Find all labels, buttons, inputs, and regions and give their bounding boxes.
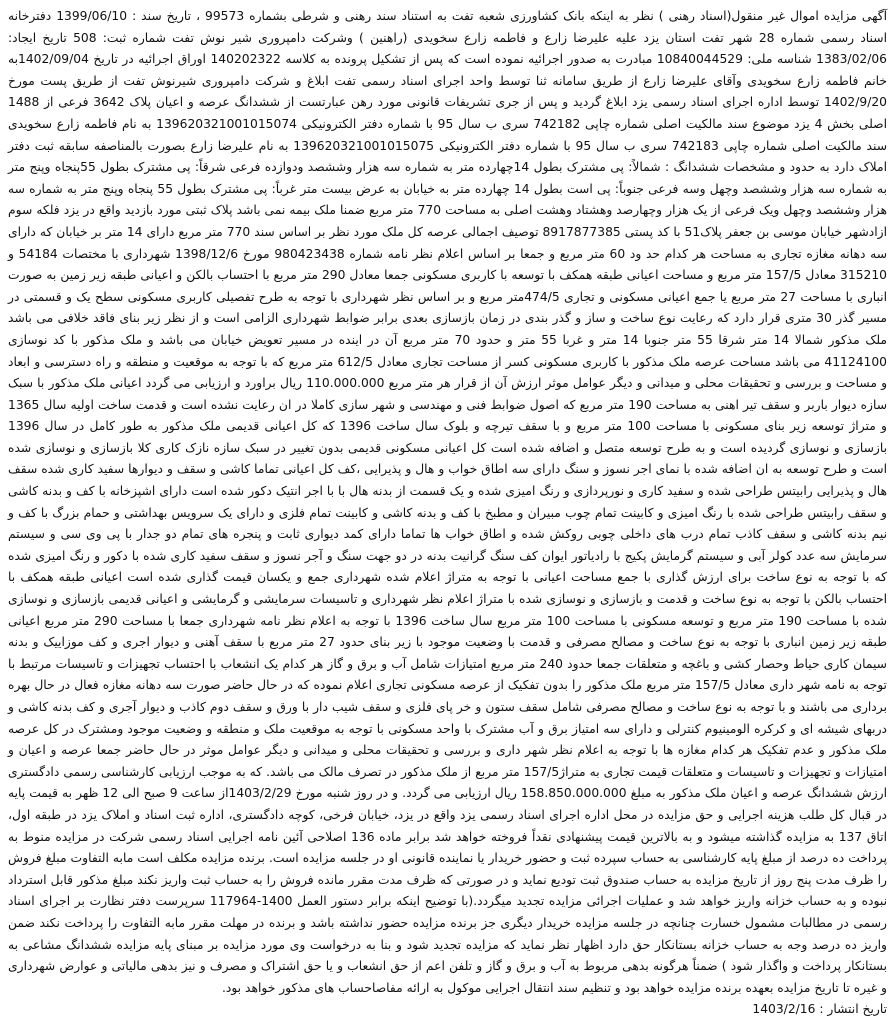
publish-label: تاریخ انتشار xyxy=(827,1002,887,1017)
publish-date: 1403/2/16 xyxy=(752,1002,816,1017)
publish-line: تاریخ انتشار : 1403/2/16 xyxy=(752,1002,887,1017)
notice-body-text: آگهی مزایده اموال غیر منقول(اسناد رهنی ) نظر به اینکه بانک کشاورزی شعبه تفت به استناد سند رهنی و شرطی بشماره 99573 ، تاریخ سند : 1399/06/10 دفترخانه اسناد رسمی شماره 28 شهر تفت استان یزد علیه علیرضا زارع و فاطمه زارع سخویدی (راهنین ) وشرکت دامپروری شیر نوش تفت شماره ثبت: 508 تاریخ ایجاد: 1383/02/06 شناسه ملی: 10840044529 مبادرت به صدور اجرائیه نموده است که پس از تشکیل پرونده به کلاسه 140202322 اوراق اجرائیه در تاریخ 1402/09/04به خانم فاطمه زارع سخویدی وآقای علیرضا زارع از طریق سامانه ثنا توسط واحد اجرای اسناد رسمی تفت ابلاغ و شرکت دامپروری شیرنوش تفت از طریق پست مورخ 1402/9/20 توسط اداره اجرای اسناد رسمی یزد ابلاغ گردید و پس از جری تشریفات قانونی مورد رهن عبارتست از ششدانگ عرصه و اعیان پلاک 3642 فرعی از 1488 اصلی بخش 4 یزد موضوع سند مالکیت اصلی شماره چاپی 742182 سری ب سال 95 با شماره دفتر الکترونیکی 139620321001015074 به نام فاطمه زارع سخویدی سند مالکیت اصلی شماره چاپی 742183 سری ب سال 95 با شماره دفتر الکترونیکی 139620321001015075 به نام علیرضا زارع بصورت بالمناصفه سابقه ثبت دفتر املاک دارد به حدود و مشخصات ششدانگ : شمالاً: پی مشترک بطول 14چهارده متر به شماره سه هزار وششصد ودوازده فرعی شرقاً: پی مشترک بطول 55پنجاه وپنج متر به شماره سه هزار وششصد وچهل وسه فرعی جنوباً: پی است بطول 14 چهارده متر به خیابان به عرض بیست متر غرباً: پی مشترک بطول 55 پنجاه وپنج متر به شماره سه هزار وششصد وچهل ویک فرعی از یک هزار وچهارصد وهشتاد وهشت اصلی به مساحت 770 متر مربع ضمنا ملک بیمه نمی باشد پلاک ثبتی مورد بازدید واقع در یزد فلکه سوم ازادشهر خیابان موسی بن جعفر پلاک51 با کد پستی 8917877385 توصیف اجمالی عرصه کل ملک مورد نظر بر اساس سند 770 متر مربع دارای 14 متر بر خیابان که دارای سه دهانه مغازه تجاری به مساحت هر کدام حد ود 60 متر مربع و جمعا بر اساس اعلام نظر نامه شماره 980423438 مورخ 1398/12/6 شهرداری با مختصات 54184 و 315210 معادل 157/5 متر مربع و مساحت اعیانی طبقه همکف با توسعه با کاربری مسکونی جمعا معادل 290 متر مربع با احتساب بالکن و اعیانی طبقه زیر زمین به صورت انباری با مساحت 27 متر مربع یا جمع اعیانی مسکونی و تجاری 474/5متر مربع و بر اساس نظر شهرداری با توجه به طرح تفصیلی کاربری مسکونی سطح یک و قسمتی در مسیر گذر 30 متری قرار دارد که رعایت نوع ساخت و ساز و گذر بندی در زمان بازسازی بعدی برابر ضوابط شهرداری الزامی است و از نظر زیر بنای فاقد خلافی می باشد ملک مذکور شمالا 14 متر شرقا 55 متر جنوبا 14 متر و غربا 55 متر و حدود 70 متر مربع آن در اینده در مسیر تعویض خیابان می باشد و ملک مذکور با کد نوسازی 41124100 می باشد مساحت عرصه ملک مذکور با کاربری مسکونی کسر از مساحت تجاری معادل 612/5 متر مربع که با توجه به موقعیت و منطقه و راه دسترسی و ابعاد و مساحت و بررسی و تحقیقات محلی و میدانی و دیگر عوامل موثر ارزش آن از قرار هر متر مربع 110.000.000 ریال براورد و ارزیابی می گردد اعیانی ملک مذکور با سبک سازه دیوار باربر و سقف تیر اهنی به مساحت 190 متر مربع که اصول ضوابط فنی و مهندسی و شهر سازی کاملا در ان رعایت نشده است و قدمت ساخت اولیه سال 1365 و متراژ توسعه زیر بنای مسکونی با مساحت 100 متر مربع و با سقف تیرچه و بلوک سال ساخت 1396 که کل اعیانی قدیمی ملک مذکور به طور کامل در سال 1396 بازسازی و نوسازی گردیده است و به طرح توسعه متصل و اضافه شده است کل اعیانی مسکونی قدیمی بدون تغییر در سبک سازه نازک کاری کلا بازسازی و نوسازی شده است و طرح توسعه به ان اضافه شده با نمای اجر نسوز و سنگ دارای سه اطاق خواب و هال و پذیرایی ،کف کل اعیانی تماما کاشی و سقف و دیوارها سفید کاری شده سقف هال و پذیرایی رابیتس طراحی شده و سفید کاری و نورپردازی و رنگ امیزی شده و یک قسمت از بدنه هال با با اجر انتیک دکور شده است دارای اشپزخانه با کف و بدنه کاشی و سقف رابیتس طراحی شده با رنگ امیزی و کابینت تمام چوب مبیران و مطبخ با کف و بدنه کاشی و کابینت تمام فلزی و دارای یک سرویس بهداشتی و حمام بزرگ با کف و نیم بدنه کاشی و سقف کاذب تمام درب های داخلی چوبی روکش شده و اطاق خواب ها تماما دارای کمد دیواری ثابت و پنجره های تمام دو جدار با پی وی سی و سیستم سرمایش سه عدد کولر آبی و سیستم گرمایش پکیج با رادیاتور ایوان کف سنگ گرانیت بدنه در دو جهت سنگ و آجر نسوز و سقف سفید کاری شده با دکور و رنگ امیزی شده که با توجه به نوع ساخت برای ارزش گذاری با جمع مساحت اعیانی با توجه به متراژ اعلام شده شهرداری جمع و یکسان قیمت گذاری شده است اعیانی طبقه همکف با احتساب بالکن با توجه به نوع ساخت و قدمت و بازسازی و نوسازی شده با متراژ اعلام نظر شهرداری و تاسیسات سرمایشی و گرمایشی و اعیانی قدیمی بازسازی و نوسازی شده با مساحت 190 متر مربع و توسعه مسکونی با مساحت 100 متر مربع سال ساخت 1396 با توجه به اعلام نظر نامه شهرداری جمعا با مساحت 290 متر مربع اعیانی طبقه زیر زمین انباری با توجه به نوع ساخت و مصالح مصرفی و قدمت با وضعیت موجود با زیر بنای حدود 27 متر مربع با سقف آهنی و دیوار اجری و کف موزاییک و بدنه سیمان کاری حیاط وحصار کشی و باغچه و متعلقات جمعا حدود 240 متر مربع امتیازات شامل آب و برق و گاز هر کدام یک انشعاب با احتساب تجهیزات و تاسیسات مرتبط با توجه به نامه شهر داری معادل 157/5 متر مربع ملک مذکور را بدون تفکیک از عرصه مسکونی تجاری اعلام نموده که در حال حاضر صورت سه دهانه مغازه فعال در حال بهره برداری می باشند و با توجه به نوع ساخت و مصالح مصرفی شامل سقف ستون و خر پای فلزی و سقف شیب دار با ورق و سقف دوم کاذب و دیوار آجری و کف بدنه کاشی و دربهای شیشه ای و کرکره الومینیوم کنترلی و دارای سه امتیاز برق و آب مشترک با واحد مسکونی با توجه به موقعیت ملک و منطقه و وضعیت موجود ومشترک در کل عرصه ملک مذکور و عدم تفکیک هر کدام مغازه ها با توجه به اعلام نظر شهر داری و بررسی و تحقیقات محلی و میدانی و دیگر عوامل موثر در حال حاضر جمعا عرصه و اعیان و امتیازات و تجهیزات و تاسیسات و متعلقات قیمت تجاری به متراژ157/5 متر مربع از ملک مذکور در تصرف مالک می باشد. که به موجب ارزیابی کارشناسی رسمی دادگستری ارزش ششدانگ عرصه و اعیان ملک مذکور به مبلغ 158.850.000.000 ریال ارزیابی می گردد. و در روز شنبه مورخ 1403/2/29از ساعت 9 صبح الی 12 ظهر به قیمت پایه در قبال کل طلب هزینه اجرایی و حق مزایده در محل اداره اجرای اسناد رسمی یزد واقع در یزد، خیابان فرخی، کوچه دادگستری، اداره ثبت اسناد و املاک یزد در طبقه اول، اتاق 137 به مزایده گذاشته میشود و به بالاترین قیمت پیشنهادی نقداً فروخته خواهد شد برابر ماده 136 اصلاحی آئین نامه اجرایی اسناد رسمی شرکت در مزایده منوط به پرداخت ده درصد از مبلغ پایه کارشناسی به حساب سپرده ثبت و حضور خریدار یا نماینده قانونی او در جلسه مزایده است. برنده مزایده مکلف است مابه التفاوت مبلغ فروش را ظرف مدت پنج روز از تاریخ مزایده به حساب صندوق ثبت تودیع نماید و در صورتی که ظرف مدت مقرر مانده فروش را به حساب ثبت واریز نکند مبلغ مذکور قابل استرداد نبوده و به حساب خزانه واریز خواهد شد و عملیات اجرائی مزایده تجدید میگردد.(با توضیح اینکه برابر دستور العمل 1400-117964 سرپرست دفتر نظارت بر اجرای اسناد رسمی در مطالبات مشمول خسارت چنانچه در جلسه مزایده خریدار دیگری جز برنده مزایده حضور نداشته باشد و برنده در مهلت مقرر مابه التفاوت را پرداخت نکند ضمن واریز ده درصد وجه به حساب خزانه بستانکار حق دارد اظهار نظر نماید که مزایده تجدید شود و بنا به درخواست وی مورد مزایده بر مبنای پایه مزایده ششدانگ مشاعی به بستانکار پرداخت و واگذار شود ) ضمناً هرگونه بدهی مربوط به آب و برق و گاز و تلفن اعم از حق انشعاب و یا حق اشتراک و مصرف و نیز بدهی مالیاتی و عوارض شهرداری و غیره تا تاریخ مزایده بعهده برنده مزایده خواهد بود و تنظیم سند انتقال اجرایی موکول به ارائه مفاصاحساب های مذکور خواهد بود. xyxy=(8,9,888,995)
